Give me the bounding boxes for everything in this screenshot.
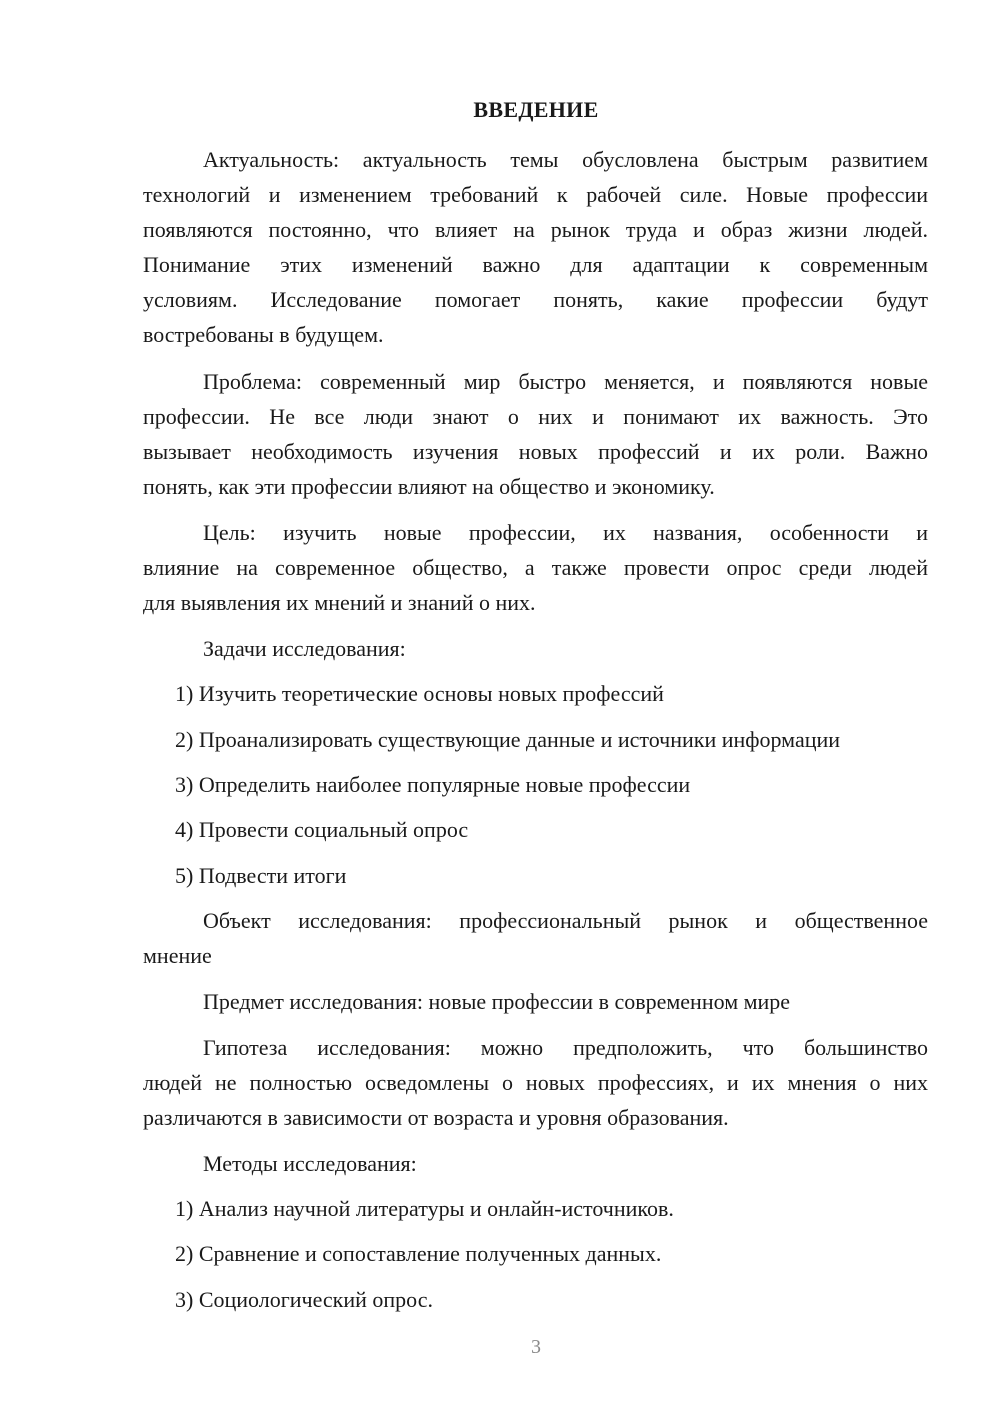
task-item: 5) Подвести итоги xyxy=(175,863,347,888)
goal-paragraph xyxy=(143,515,928,620)
text-line: понять, как эти профессии влияют на общество и экономику. xyxy=(143,474,715,499)
text-line: для выявления их мнений и знаний о них. xyxy=(143,590,536,615)
text-line: Проблема: современный мир быстро меняется, и появляются новые xyxy=(203,369,928,394)
text-line: Цель: изучить новые профессии, их названия, особенности и xyxy=(203,520,928,545)
text-line: технологий и изменением требований к рабочей силе. Новые профессии xyxy=(143,182,928,207)
method-item: 1) Анализ научной литературы и онлайн-источников. xyxy=(175,1196,674,1221)
method-item: 2) Сравнение и сопоставление полученных данных. xyxy=(175,1241,662,1266)
task-item: 1) Изучить теоретические основы новых профессий xyxy=(175,681,664,706)
task-item: 3) Определить наиболее популярные новые профессии xyxy=(175,772,691,797)
text-line: Объект исследования: профессиональный рынок и общественное xyxy=(203,908,928,933)
text-line: вызывает необходимость изучения новых профессий и их роли. Важно xyxy=(143,439,928,464)
text-line: Понимание этих изменений важно для адаптации к современным xyxy=(143,252,928,277)
task-item: 2) Проанализировать существующие данные и источники информации xyxy=(175,727,841,752)
task-item: 4) Провести социальный опрос xyxy=(175,817,469,842)
page-title: ВВЕДЕНИЕ xyxy=(473,97,599,122)
page-number: 3 xyxy=(531,1336,541,1358)
text-line: профессии. Не все люди знают о них и понимают их важность. Это xyxy=(143,404,928,429)
text-line: условиям. Исследование помогает понять, какие профессии будут xyxy=(143,287,928,312)
object-paragraph xyxy=(143,903,928,973)
text-line: мнение xyxy=(143,943,212,968)
text-line: Актуальность: актуальность темы обусловлена быстрым развитием xyxy=(203,147,928,172)
methods-heading: Методы исследования: xyxy=(203,1151,417,1176)
relevance-paragraph xyxy=(143,142,928,352)
text-line: различаются в зависимости от возраста и уровня образования. xyxy=(143,1105,729,1130)
text-line: появляются постоянно, что влияет на рынок труда и образ жизни людей. xyxy=(143,217,928,242)
tasks-heading: Задачи исследования: xyxy=(203,636,406,661)
text-line: востребованы в будущем. xyxy=(143,322,384,347)
subject-line: Предмет исследования: новые профессии в современном мире xyxy=(203,989,791,1014)
text-line: влияние на современное общество, а также провести опрос среди людей xyxy=(143,555,928,580)
problem-paragraph xyxy=(143,364,928,504)
method-item: 3) Социологический опрос. xyxy=(175,1287,433,1312)
hypothesis-paragraph xyxy=(143,1030,928,1135)
text-line: людей не полностью осведомлены о новых профессиях, и их мнения о них xyxy=(143,1070,928,1095)
text-line: Гипотеза исследования: можно предположить, что большинство xyxy=(203,1035,928,1060)
